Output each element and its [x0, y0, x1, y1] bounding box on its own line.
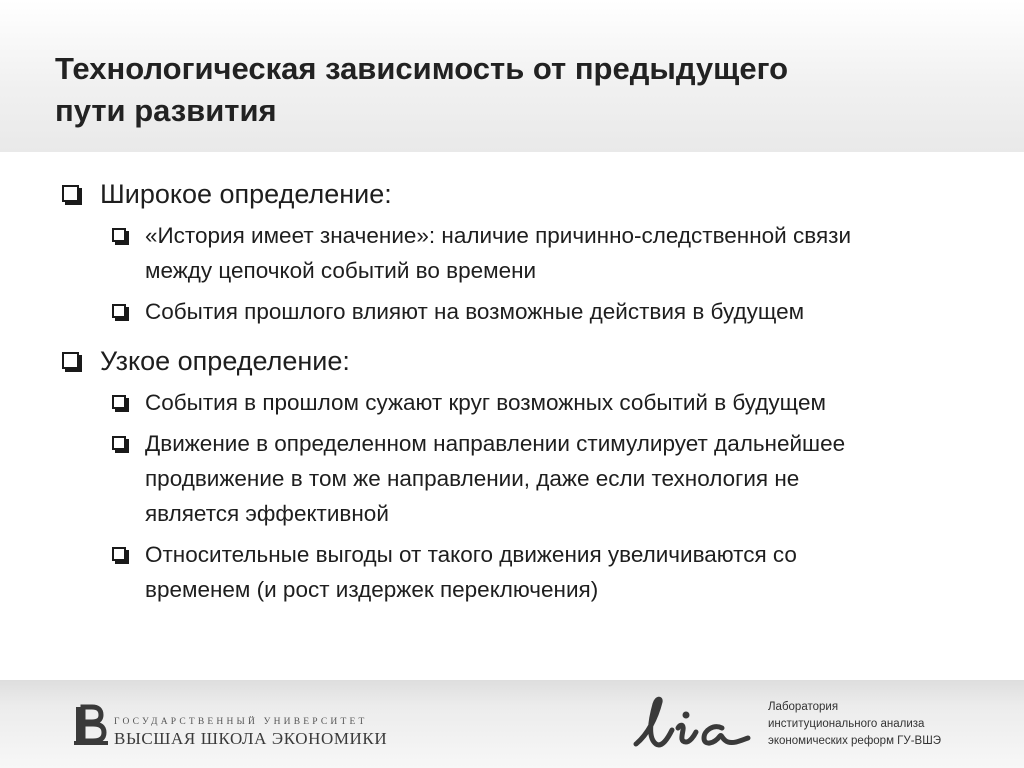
list-item-text-line: продвижение в том же направлении, даже если технология не — [145, 466, 800, 491]
checkbox-bullet-icon — [112, 228, 126, 242]
lab-name-line: экономических реформ ГУ-ВШЭ — [768, 735, 942, 747]
lab-name-line: Лаборатория — [768, 701, 839, 713]
list-item — [112, 385, 982, 420]
list-item-text-line: Движение в определенном направлении стимулирует дальнейшее — [145, 431, 846, 456]
section-narrow-definition — [62, 343, 982, 379]
list-item-text-line: События в прошлом сужают круг возможных событий в будущем — [145, 390, 826, 415]
checkbox-bullet-icon — [112, 547, 126, 561]
checkbox-bullet-icon — [62, 185, 79, 202]
list-item-text-line: Относительные выгоды от такого движения увеличиваются со — [145, 542, 797, 567]
list-item-text-line: между цепочкой событий во времени — [145, 258, 537, 283]
hse-logo-name: ВЫСШАЯ ШКОЛА ЭКОНОМИКИ — [114, 729, 388, 748]
list-item-text-line: События прошлого влияют на возможные действия в будущем — [145, 299, 805, 324]
list-item-text-line: временем (и рост издержек переключения) — [145, 577, 599, 602]
slide-title-line-2: пути развития — [55, 93, 277, 128]
slide-title — [55, 48, 955, 132]
lab-name — [768, 699, 941, 750]
hse-logo-subtitle: ГОСУДАРСТВЕННЫЙ УНИВЕРСИТЕТ — [114, 717, 368, 727]
checkbox-bullet-icon — [112, 436, 126, 450]
checkbox-bullet-icon — [62, 352, 79, 369]
checkbox-bullet-icon — [112, 304, 126, 318]
hse-emblem-icon — [74, 703, 108, 747]
section-heading: Широкое определение: — [100, 179, 392, 209]
checkbox-bullet-icon — [112, 395, 126, 409]
slide-content — [62, 176, 982, 613]
slide-title-line-1: Технологическая зависимость от предыдущего — [55, 51, 789, 86]
lab-name-line: институционального анализа — [768, 718, 925, 730]
list-item-text-line: «История имеет значение»: наличие причинно-следственной связи — [145, 223, 852, 248]
lab-logo-icon — [630, 694, 758, 756]
list-item-text-line: является эффективной — [145, 501, 389, 526]
list-item — [112, 426, 982, 531]
section-broad-definition — [62, 176, 982, 212]
list-item — [112, 218, 982, 288]
section-heading: Узкое определение: — [100, 346, 350, 376]
list-item — [112, 537, 982, 607]
list-item — [112, 294, 982, 329]
